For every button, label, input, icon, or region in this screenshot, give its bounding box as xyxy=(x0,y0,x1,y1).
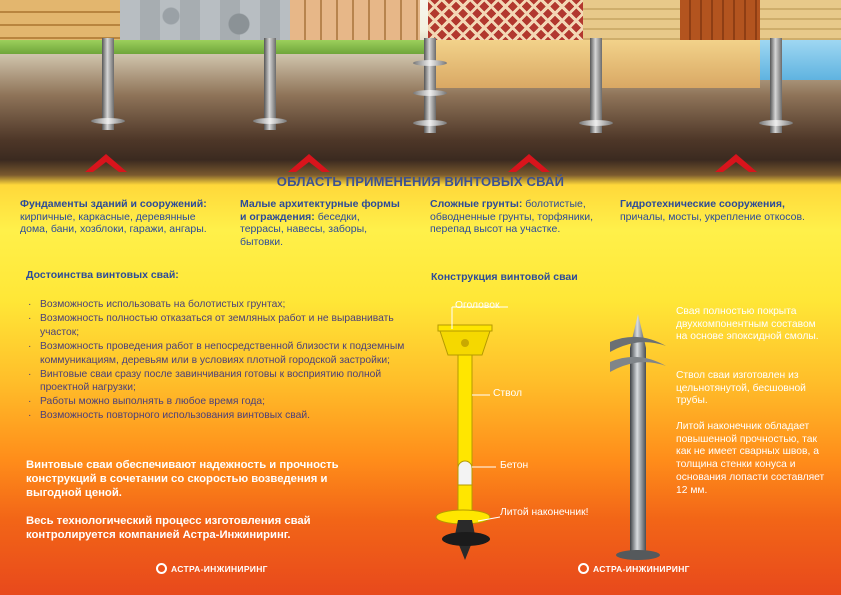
grey-pile-image xyxy=(600,312,676,567)
area-text: причалы, мосты, укрепление откосов. xyxy=(620,210,805,223)
advantages-title: Достоинства винтовых свай: xyxy=(26,269,179,281)
pile-1 xyxy=(102,38,114,130)
side-text-coating: Свая полностью покрыта двухкомпонентным составом на основе эпоксидной смолы. xyxy=(676,306,819,343)
chevron-up-icon xyxy=(85,152,127,172)
label-tip: Литой наконечник! xyxy=(500,507,589,518)
pile-2 xyxy=(264,38,276,130)
pile-helix-3a xyxy=(413,60,447,66)
pile-diagram xyxy=(430,295,620,570)
area-text: кирпичные, каркасные, деревянные дома, бани, хозблоки, гаражи, ангары. xyxy=(20,210,207,235)
pile-5 xyxy=(770,38,782,133)
logo-text: АСТРА-ИНЖИНИРИНГ xyxy=(171,563,268,574)
area-foundations xyxy=(20,198,210,236)
stone-wall xyxy=(120,0,290,40)
area-title: Сложные грунты: xyxy=(430,198,523,210)
area-title: Малые архитектурные формы и ограждения: xyxy=(240,198,400,223)
area-hydro xyxy=(620,198,830,223)
header-illustration xyxy=(0,0,841,175)
statement-reliability: Винтовые сваи обеспечивают надежность и прочность конструкций в сочетании со скоростью возведения и выгодной ценой. xyxy=(26,459,339,499)
chevron-up-icon xyxy=(508,152,550,172)
section-title: ОБЛАСТЬ ПРИМЕНЕНИЯ ВИНТОВЫХ СВАЙ xyxy=(276,174,565,189)
area-text: беседки, террасы, навесы, заборы, бытовки. xyxy=(240,210,368,248)
pile-helix-3c xyxy=(413,120,447,126)
list-item: · Возможность проведения работ в непосредственной близости к подземным коммуникациям, деревьям или в условиях плотной городской застройки; xyxy=(26,340,411,368)
grass-strip xyxy=(0,40,430,54)
construction-title: Конструкция винтовой сваи xyxy=(431,271,578,283)
area-title: Гидротехнические сооружения, xyxy=(620,198,785,210)
statement-quality-control: Весь технологический процесс изготовления свай контролируется компанией Астра-Инжиниринг. xyxy=(26,515,311,541)
area-text: болотистые, обводненные грунты, торфяники, перепад высот на участке. xyxy=(430,198,593,235)
log-wall xyxy=(0,0,120,40)
pile-3 xyxy=(424,38,436,133)
pile-helix-3b xyxy=(413,90,447,96)
logo-icon xyxy=(156,563,167,574)
pile-4 xyxy=(590,38,602,133)
chevron-up-icon xyxy=(288,152,330,172)
logo-text: АСТРА-ИНЖИНИРИНГ xyxy=(593,563,690,574)
pile-helix-4 xyxy=(579,120,613,126)
list-item: · Возможность полностью отказаться от земляных работ и не выравнивать участок; xyxy=(26,312,411,340)
label-concrete: Бетон xyxy=(500,460,529,471)
wooden-door xyxy=(680,0,760,40)
area-title: Фундаменты зданий и сооружений: xyxy=(20,198,207,210)
pile-helix-2 xyxy=(253,118,287,124)
side-text-shaft: Ствол сваи изготовлен из цельнотянутой, бесшовной трубы. xyxy=(676,370,806,407)
wooden-fence xyxy=(290,0,420,40)
lattice-fence xyxy=(428,0,583,40)
list-item: · Возможность использовать на болотистых грунтах; xyxy=(26,298,411,312)
label-shaft: Ствол xyxy=(493,388,523,399)
advantages-list xyxy=(26,298,411,423)
pile-helix-5 xyxy=(759,120,793,126)
chevron-up-icon xyxy=(715,152,757,172)
side-text-tip: Литой наконечник обладает повышенной прочностью, так как не имеет сварных швов, а толщина стенки конуса и основания лопасти составляет 12 мм. xyxy=(676,421,825,496)
label-head: Оголовок xyxy=(455,300,500,311)
area-small-forms xyxy=(240,198,400,248)
area-complex-soils xyxy=(430,198,600,236)
company-logo xyxy=(156,563,268,574)
list-item: · Работы можно выполнять в любое время года; xyxy=(26,395,411,409)
list-item: · Возможность повторного использования винтовых свай. xyxy=(26,409,411,423)
list-item: · Винтовые сваи сразу после завинчивания готовы к восприятию полной проектной нагрузки; xyxy=(26,368,411,396)
pile-helix-1 xyxy=(91,118,125,124)
